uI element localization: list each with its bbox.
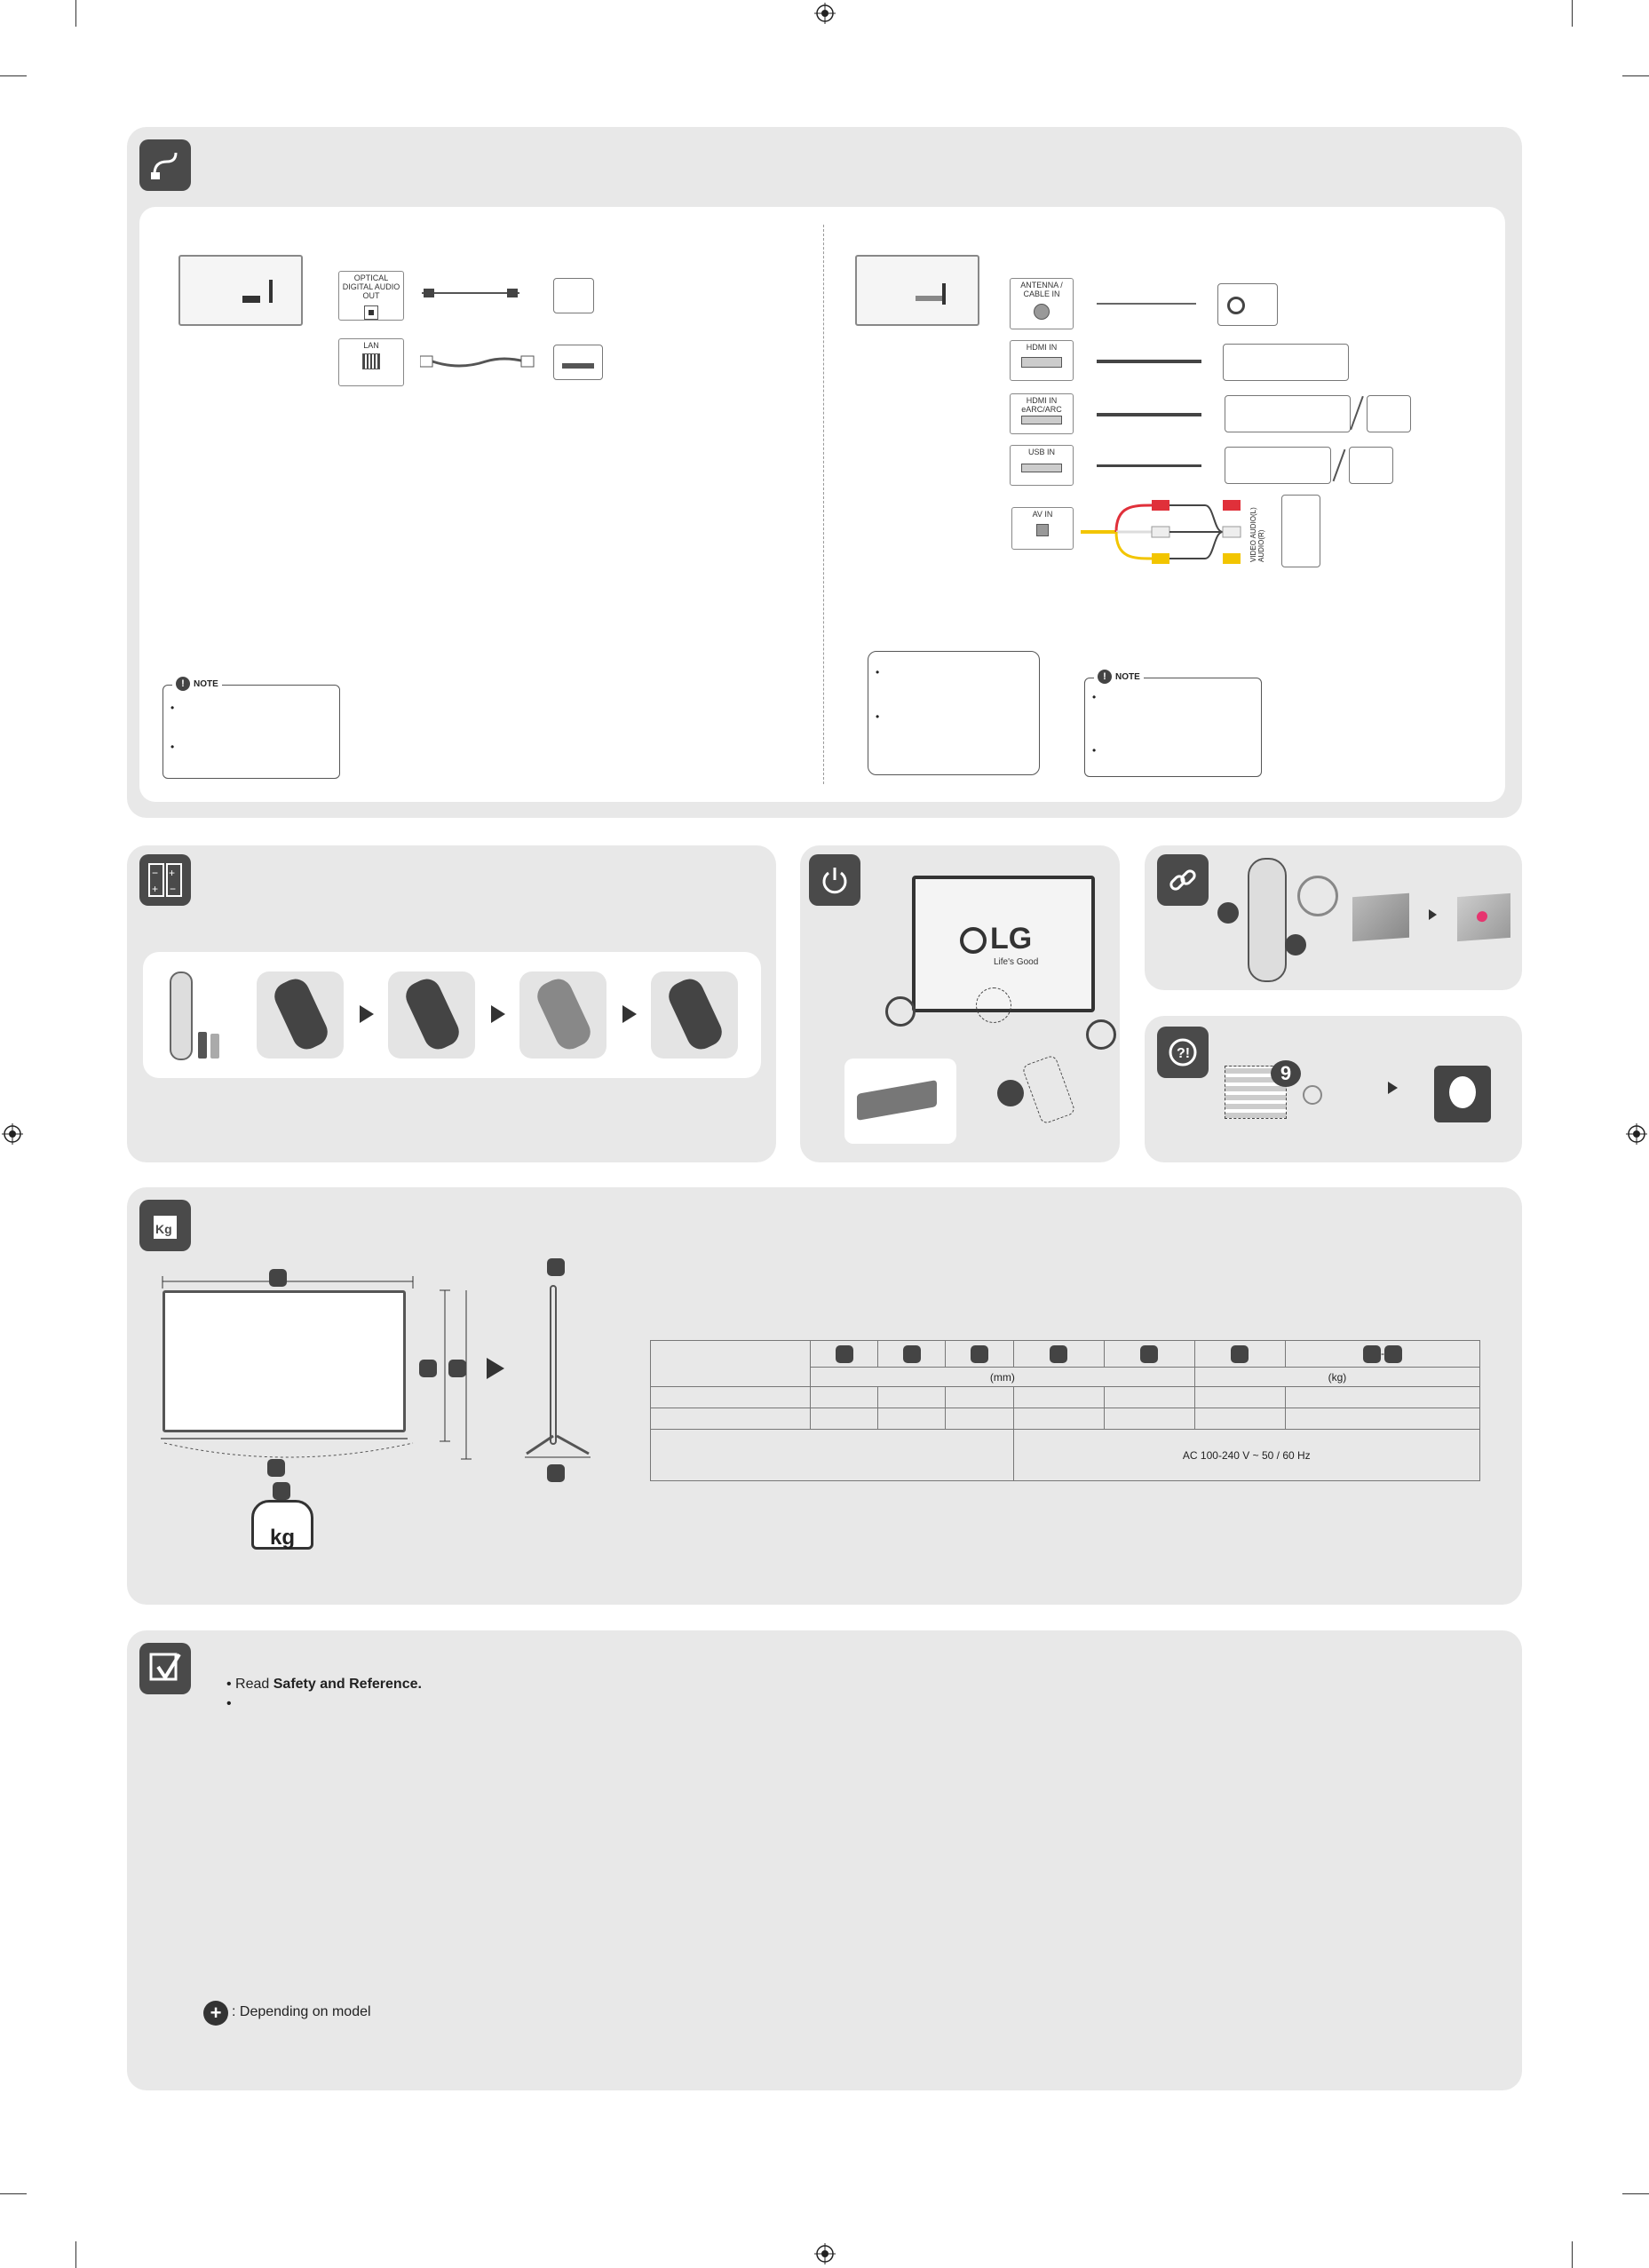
dimension-badge-b — [419, 1360, 437, 1377]
power-button-callout — [976, 987, 1011, 1023]
link-icon — [1157, 854, 1209, 906]
crop-mark — [1572, 2241, 1573, 2268]
crop-mark — [0, 2193, 27, 2194]
note-box-right: ! NOTE • • — [1084, 678, 1262, 777]
divider — [823, 225, 824, 784]
antenna-wall-icon — [1217, 283, 1278, 326]
wireless-icon — [885, 996, 916, 1027]
connections-inner — [139, 207, 1505, 802]
power-icon — [809, 854, 860, 906]
hdmi-port — [1010, 340, 1074, 381]
av-port-label: AV IN — [1032, 510, 1053, 519]
note-label: NOTE — [194, 678, 218, 689]
plus-icon: + — [203, 2001, 228, 2026]
support-panel — [1145, 1016, 1522, 1162]
step-arrow — [360, 1005, 374, 1023]
spec-table — [650, 1340, 1480, 1481]
step-3 — [519, 971, 606, 1059]
note-box-left: ! NOTE • • — [163, 685, 340, 779]
note-label: NOTE — [1115, 671, 1140, 682]
antenna-cable — [1097, 303, 1196, 305]
usb-hub-icon — [1349, 447, 1393, 484]
help-icon — [1157, 1027, 1209, 1078]
lg-logo-text: LG — [990, 922, 1033, 956]
usb-port — [1010, 445, 1074, 486]
antenna-port — [1010, 278, 1074, 329]
specs-panel — [127, 1187, 1522, 1605]
info-box: • • — [868, 651, 1040, 775]
exclamation-icon: ! — [176, 677, 190, 691]
tv-back-left — [178, 255, 303, 326]
crop-mark — [1572, 0, 1573, 27]
remote-outline — [1021, 1054, 1076, 1124]
av-devices-icon — [1281, 495, 1320, 567]
crop-mark — [75, 2241, 76, 2268]
connections-panel — [127, 127, 1522, 818]
scale-unit: kg — [269, 1526, 295, 1550]
batteries-panel — [127, 845, 776, 1162]
lg-logo — [960, 922, 1032, 956]
hdmi-cable — [1097, 360, 1201, 363]
step-arrow — [1429, 909, 1437, 920]
registration-mark — [2, 1123, 23, 1145]
svg-text:−: − — [152, 867, 159, 879]
hdmi-port-label: HDMI IN — [1026, 343, 1058, 352]
step-arrow — [622, 1005, 637, 1023]
crop-mark — [1622, 75, 1649, 76]
tv-after-icon — [1457, 893, 1510, 941]
hdmi-earc-cable — [1097, 413, 1201, 416]
power-button-zoom — [844, 1059, 956, 1144]
hdmi-earc-port-label: HDMI IN eARC/ARC — [1021, 396, 1062, 414]
battery-polarity-icon — [139, 854, 191, 906]
av-jack-labels: VIDEO AUDIO(L) AUDIO(R) — [1249, 507, 1265, 562]
weight-badge — [273, 1482, 290, 1500]
range-separator: - — [1380, 1346, 1384, 1360]
gear-icon — [1285, 934, 1306, 956]
remote-power-icon — [997, 1080, 1024, 1106]
router-icon — [553, 345, 603, 380]
hdmi-earc-port — [1010, 393, 1074, 434]
step-2 — [388, 971, 475, 1059]
step-4 — [651, 971, 738, 1059]
av-cable — [1081, 496, 1265, 567]
timer-icon — [1297, 876, 1338, 916]
tv-side-view — [550, 1285, 557, 1445]
hdmi-earc-devices-icon — [1225, 395, 1351, 432]
step-arrow — [491, 1005, 505, 1023]
svg-text:?!: ?! — [1177, 1046, 1191, 1061]
dimension-badge-a — [269, 1269, 287, 1287]
exclamation-icon: ! — [1098, 670, 1112, 684]
power-panel — [800, 845, 1120, 1162]
read-bold: Safety and Reference. — [273, 1677, 422, 1692]
dimension-lines — [154, 1258, 509, 1542]
scale-icon — [251, 1500, 313, 1550]
step-1 — [257, 971, 344, 1059]
read-prefix: • Read — [226, 1677, 274, 1692]
second-bullet: • — [226, 1696, 232, 1711]
battery-icon — [210, 1034, 219, 1059]
dimension-badge-e — [547, 1258, 565, 1276]
battery-steps — [143, 952, 761, 1078]
timer-icon — [1303, 1085, 1322, 1105]
hdmi-devices-icon — [1223, 344, 1349, 381]
power-spec: AC 100-240 V ~ 50 / 60 Hz — [1013, 1430, 1479, 1481]
soundbar-icon — [1367, 395, 1411, 432]
kg-unit: (kg) — [1194, 1368, 1479, 1387]
checkbox-icon — [139, 1643, 191, 1694]
svg-text:+: + — [152, 883, 159, 895]
battery-icon — [198, 1032, 207, 1059]
crop-mark — [0, 75, 27, 76]
antenna-port-label: ANTENNA / CABLE IN — [1020, 281, 1063, 298]
registration-mark — [1626, 1123, 1647, 1145]
usb-cable — [1097, 464, 1201, 467]
pairing-panel — [1145, 845, 1522, 990]
lan-cable — [420, 349, 535, 376]
note-tag — [172, 677, 222, 691]
tv-back-right — [855, 255, 979, 326]
home-icon — [1217, 902, 1239, 924]
optical-port-label: OPTICAL DIGITAL AUDIO OUT — [342, 274, 400, 300]
tv-before-icon — [1352, 893, 1409, 941]
dimension-badge-d — [267, 1459, 285, 1477]
no-wireless-icon — [1086, 1019, 1116, 1050]
safety-bullet — [226, 1677, 422, 1693]
step-arrow — [1388, 1082, 1398, 1094]
av-port — [1011, 507, 1074, 550]
depending-on-model: : Depending on model — [232, 2004, 371, 2019]
registration-mark — [814, 3, 836, 24]
svg-text:−: − — [170, 883, 177, 895]
audio-device-icon — [553, 278, 594, 313]
usb-devices-icon — [1225, 447, 1331, 484]
svg-text:+: + — [169, 867, 176, 879]
side-stand — [523, 1427, 594, 1463]
service-agent-icon — [1434, 1066, 1491, 1122]
lan-port-label: LAN — [363, 341, 379, 350]
lan-port — [338, 338, 404, 386]
cable-icon — [139, 139, 191, 191]
number-badge: 9 — [1271, 1060, 1301, 1087]
dimension-badge-c — [448, 1360, 466, 1377]
mm-unit: (mm) — [811, 1368, 1195, 1387]
remote-icon — [1248, 858, 1287, 982]
weight-icon — [139, 1200, 191, 1251]
lg-tagline: Life's Good — [994, 957, 1039, 967]
weight-tag: Kg — [155, 1222, 172, 1236]
usb-port-label: USB IN — [1027, 448, 1055, 456]
registration-mark — [814, 2243, 836, 2264]
optical-cable — [422, 292, 519, 294]
note-tag — [1094, 670, 1144, 684]
optical-port — [338, 271, 404, 321]
remote-icon — [170, 971, 193, 1060]
dimension-badge-f — [547, 1464, 565, 1482]
check-panel — [127, 1630, 1522, 2090]
crop-mark — [1622, 2193, 1649, 2194]
crop-mark — [75, 0, 76, 27]
